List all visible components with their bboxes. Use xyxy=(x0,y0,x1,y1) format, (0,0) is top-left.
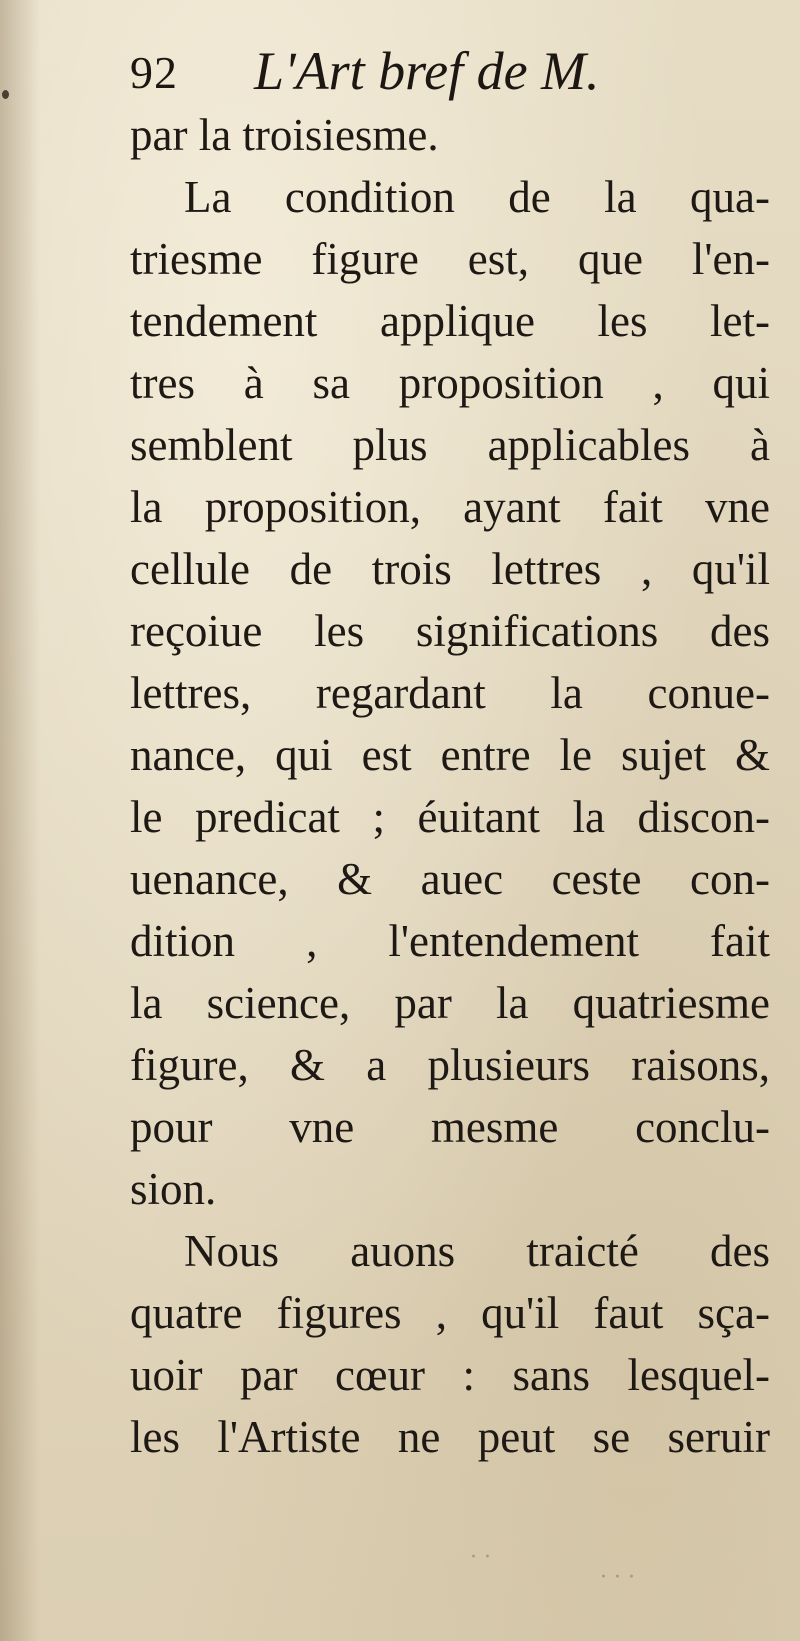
text-line: quatre figures , qu'il faut sça- xyxy=(130,1288,770,1338)
page-header xyxy=(124,36,744,106)
page-number: 92 xyxy=(130,47,178,98)
paragraph-first-line: Nous auons traicté des xyxy=(184,1226,770,1276)
text-line: sion. xyxy=(130,1164,217,1214)
text-line: reçoiue les significations des xyxy=(130,606,770,656)
text-line: pour vne mesme conclu- xyxy=(130,1102,770,1152)
text-line: tres à sa proposition , qui xyxy=(130,358,770,408)
text-line: cellule de trois lettres , qu'il xyxy=(130,544,770,594)
text-line: uoir par cœur : sans lesquel- xyxy=(130,1350,770,1400)
text-line: la science, par la quatriesme xyxy=(130,978,770,1028)
text-line: le predicat ; éuitant la discon- xyxy=(130,792,770,842)
paragraph-first-line: La condition de la qua- xyxy=(184,172,770,222)
text-line: par la troisiesme. xyxy=(130,110,439,160)
text-line: triesme figure est, que l'en- xyxy=(130,234,770,284)
text-line: figure, & a plusieurs raisons, xyxy=(130,1040,770,1090)
text-line: uenance, & auec ceste con- xyxy=(130,854,770,904)
paper-speckle: · · · xyxy=(600,1565,635,1590)
paper-speckle: · · xyxy=(470,1545,491,1570)
text-line: nance, qui est entre le sujet & xyxy=(130,730,770,780)
text-line: tendement applique les let- xyxy=(130,296,770,346)
text-line: la proposition, ayant fait vne xyxy=(130,482,770,532)
text-line: lettres, regardant la conue- xyxy=(130,668,770,718)
ink-spot xyxy=(2,90,9,99)
body-text xyxy=(130,104,770,1468)
running-title: L'Art bref de M. xyxy=(254,41,600,101)
text-line: les l'Artiste ne peut se seruir xyxy=(130,1412,770,1462)
text-line: semblent plus applicables à xyxy=(130,420,770,470)
text-line: dition , l'entendement fait xyxy=(130,916,770,966)
